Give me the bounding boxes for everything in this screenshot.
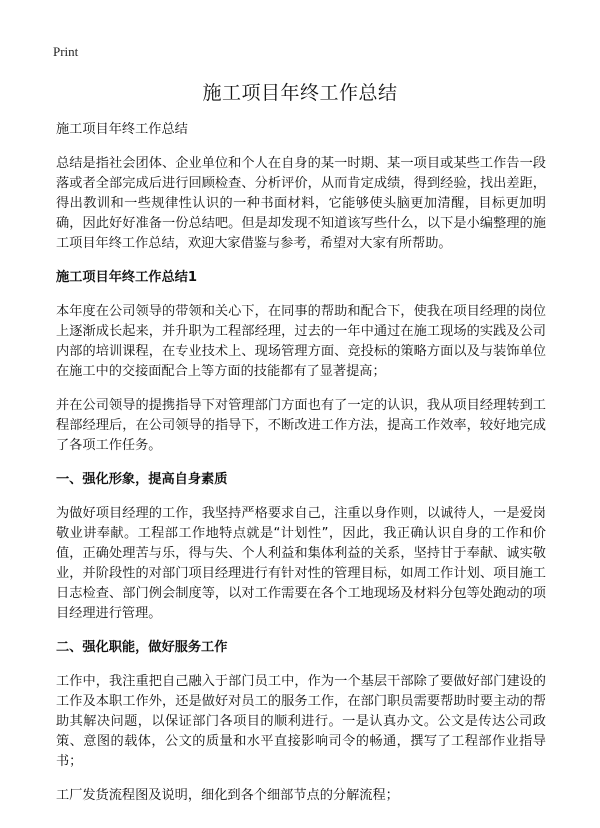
paragraph-last: 工厂发货流程图及说明，细化到各个细部节点的分解流程；	[56, 788, 399, 803]
paragraph-2: 并在公司领导的提携指导下对管理部门方面也有了一定的认识，我从项目经理转到工程部经理后，在公司领导的指导下，不断改进工作方法，提高工作效率，较好地完成了各项工作任务。	[56, 398, 546, 453]
paragraph-1: 本年度在公司领导的带领和关心下，在同事的帮助和配合下，使我在项目经理的岗位上逐渐成长起来，并升职为工程部经理，过去的一年中通过在施工现场的实践及公司内部的培训课程，在专业技术上、现场管理方面、竞投标的策略方面以及与装饰单位在施工中的交接面配合上等方面的技能都有了显著提高；	[56, 304, 546, 379]
section-2-paragraph: 工作中，我注重把自己融入于部门员工中，作为一个基层干部除了要做好部门建设的工作及本职工作外，还是做好对员工的服务工作，在部门职员需要帮助时要主动的帮助其解决问题，以保证部门各项目的顺利进行。一是认真办文。公文是传达公司政策、意图的载体，公文的质量和水平直接影响司令的畅通，撰写了工程部作业指导书；	[56, 674, 546, 769]
article-heading: 施工项目年终工作总结1	[56, 270, 198, 285]
print-link[interactable]: Print	[53, 44, 79, 59]
intro-paragraph: 总结是指社会团体、企业单位和个人在自身的某一时期、某一项目或某些工作告一段落或者全部完成后进行回顾检查、分析评价，从而肯定成绩，得到经验，找出差距，得出教训和一些规律性认识的一种书面材料，它能够使头脑更加清醒，目标更加明确，因此好好准备一份总结吧。但是却发现不知道该写些什么，以下是小编整理的施工项目年终工作总结，欢迎大家借鉴与参考，希望对大家有所帮助。	[56, 156, 546, 251]
document-title: 施工项目年终工作总结	[202, 82, 398, 104]
section-2-heading: 二、强化职能，做好服务工作	[56, 640, 228, 655]
section-1-heading: 一、强化形象，提高自身素质	[56, 472, 228, 487]
document-body	[56, 120, 546, 820]
section-1-paragraph: 为做好项目经理的工作，我坚持严格要求自己，注重以身作则，以诚待人，一是爱岗敬业讲奉献。工程部工作地特点就是“计划性”，因此，我正确认识自身的工作和价值，正确处理苦与乐，得与失、个人利益和集体利益的关系，坚持甘于奉献、诚实敬业，并阶段性的对部门项目经理进行有针对性的管理目标，如周工作计划、项目施工日志检查、部门例会制度等，以对工作需要在各个工地现场及材料分包等处跑动的项目经理进行管理。	[56, 506, 546, 621]
document-subtitle: 施工项目年终工作总结	[56, 122, 188, 137]
